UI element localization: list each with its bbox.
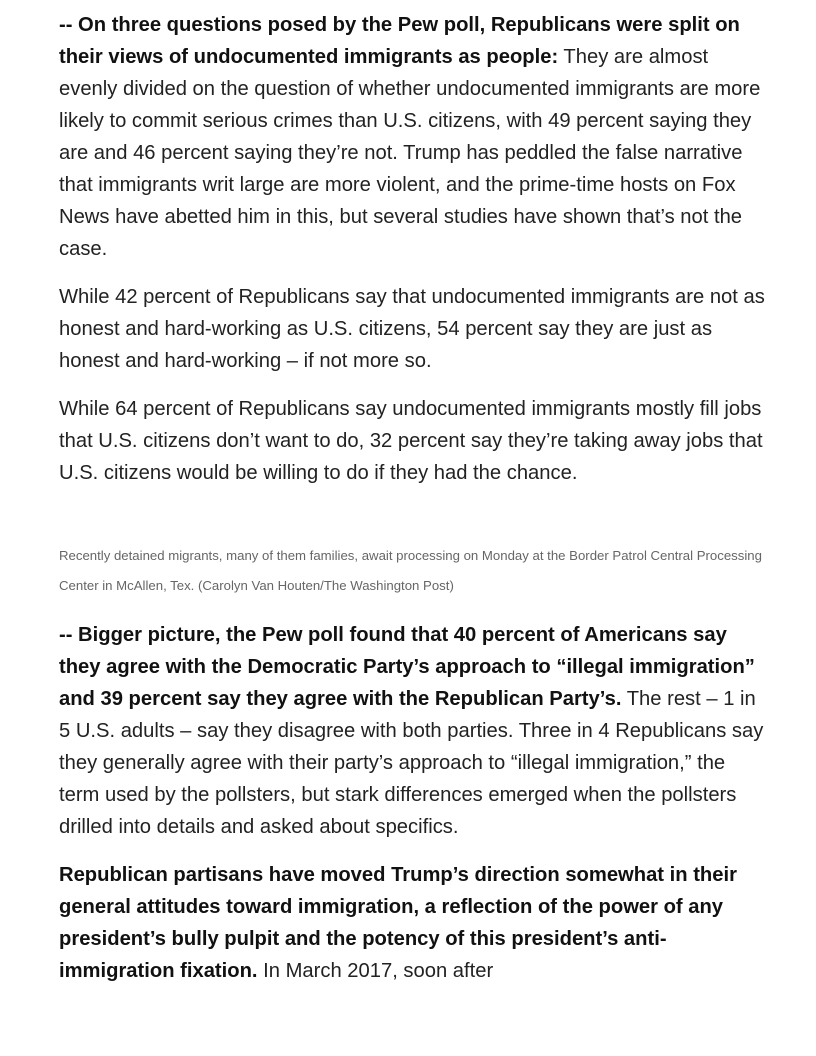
- paragraph-text: They are almost evenly divided on the question of whether undocumented immigrants are more likely to commit serious crimes than U.S. citizens, with 49 percent saying they are and 46 percent saying they’re not. Trump has peddled the false narrative that immigrants writ large are more violent, and the prime-time hosts on Fox News have abetted him in this, but several studies have shown that’s not the case.: [59, 46, 761, 260]
- photo-caption: Recently detained migrants, many of them families, await processing on Monday at the Border Patrol Central Processing Center in McAllen, Tex. (Carolyn Van Houten/The Washington Post): [59, 548, 762, 593]
- paragraph-republican-partisans: [59, 859, 771, 987]
- paragraph-honesty-question: [59, 281, 771, 377]
- paragraph-text: While 42 percent of Republicans say that undocumented immigrants are not as honest and hard-working as U.S. citizens, 54 percent say they are just as honest and hard-working – if not more so.: [59, 286, 765, 372]
- article-body: [59, 9, 771, 1003]
- paragraph-jobs-question: [59, 393, 771, 489]
- paragraph-text: The rest – 1 in 5 U.S. adults – say they disagree with both parties. Three in 4 Republicans say they generally agree with their party’s approach to “illegal immigration,” the term used by the pollsters, but stark differences emerged when the pollsters drilled into details and asked about specifics.: [59, 688, 764, 838]
- paragraph-lead: -- On three questions posed by the Pew poll, Republicans were split on their views of undocumented immigrants as people:: [59, 14, 740, 68]
- paragraph-lead: Republican partisans have moved Trump’s direction somewhat in their general attitudes toward immigration, a reflection of the power of any president’s bully pulpit and the potency of this president’s anti-immigration fixation.: [59, 864, 737, 982]
- paragraph-lead: -- Bigger picture, the Pew poll found that 40 percent of Americans say they agree with the Democratic Party’s approach to “illegal immigration” and 39 percent say they agree with the Republican Party’s.: [59, 624, 755, 710]
- paragraph-text: In March 2017, soon after: [257, 960, 494, 982]
- paragraph-bigger-picture: [59, 619, 771, 843]
- paragraph-crime-question: [59, 9, 771, 265]
- paragraph-text: While 64 percent of Republicans say undocumented immigrants mostly fill jobs that U.S. citizens don’t want to do, 32 percent say they’re taking away jobs that U.S. citizens would be willing to do if they had the chance.: [59, 398, 763, 484]
